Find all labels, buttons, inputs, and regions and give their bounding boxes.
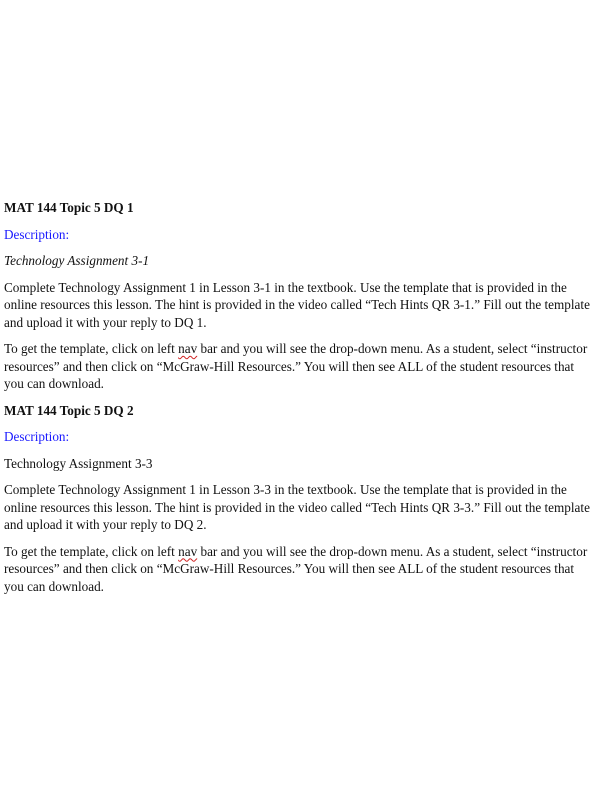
template-instructions-paragraph: [4, 543, 594, 596]
document-page: [4, 199, 594, 604]
spellcheck-word: nav: [178, 341, 198, 356]
assignment-subtitle: Technology Assignment 3-1: [4, 253, 150, 268]
assignment-subtitle: Technology Assignment 3-3: [4, 455, 153, 471]
spellcheck-word: nav: [178, 543, 198, 559]
template-instructions-paragraph: [4, 340, 594, 393]
section-heading: MAT 144 Topic 5 DQ 2: [4, 402, 134, 418]
paragraph-text: To get the template, click on left: [4, 341, 179, 356]
section-dq1: [4, 199, 594, 393]
paragraph-text: bar and you will see the drop-down menu. As a student, select “instructor resources” and then click on “McGraw-Hill Resources.” You will then see ALL of the student resources that you can download.: [4, 341, 588, 391]
description-label: Description:: [4, 226, 70, 242]
section-dq2: [4, 402, 594, 596]
assignment-paragraph: Complete Technology Assignment 1 in Lesson 3-3 in the textbook. Use the template that is provided in the online resources this lesson. The hint is provided in the video called “Tech Hints QR 3-3.” Fill out the template and upload it with your reply to DQ 2.: [4, 482, 590, 532]
description-label: Description:: [4, 429, 70, 444]
paragraph-text: To get the template, click on left: [4, 543, 179, 559]
section-heading: MAT 144 Topic 5 DQ 1: [4, 200, 134, 215]
paragraph-text: bar and you will see the drop-down menu. As a student, select “instructor resources” and then click on “McGraw-Hill Resources.” You will then see ALL of the student resources that you can download.: [4, 543, 588, 594]
assignment-paragraph: Complete Technology Assignment 1 in Lesson 3-1 in the textbook. Use the template that is provided in the online resources this lesson. The hint is provided in the video called “Tech Hints QR 3-1.” Fill out the template and upload it with your reply to DQ 1.: [4, 279, 590, 330]
